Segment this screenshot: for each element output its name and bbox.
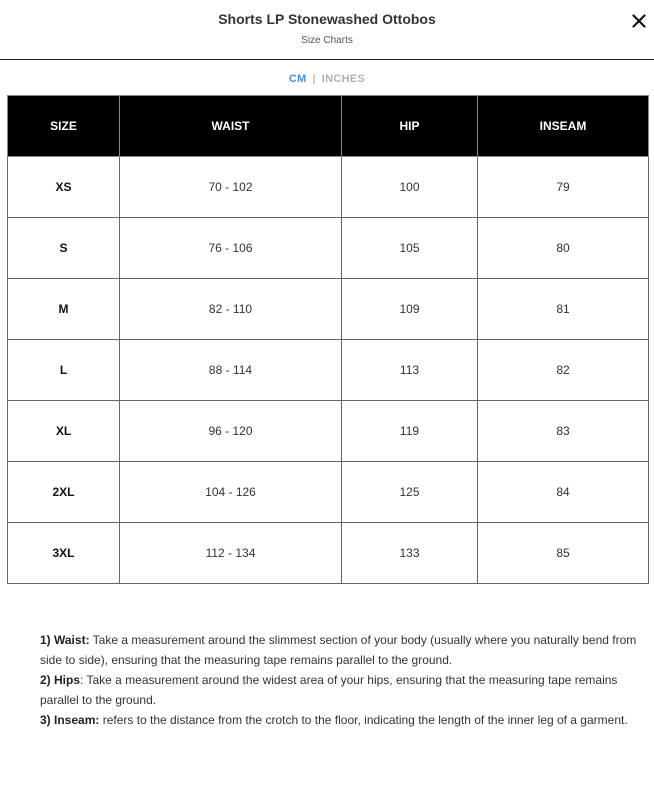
unit-cm-tab[interactable]: CM xyxy=(288,73,307,85)
note-term: 2) Hips xyxy=(40,673,81,687)
note-term: 3) Inseam: xyxy=(40,713,100,727)
note-text: : Take a measurement around the widest area of your hips, ensuring that the measuring tape remains parallel to the ground. xyxy=(40,673,618,707)
cell-inseam: 85 xyxy=(478,523,649,584)
page-subtitle: Size Charts xyxy=(301,35,353,46)
table-row xyxy=(8,218,649,279)
cell-size: 3XL xyxy=(8,523,120,584)
unit-inches-tab[interactable]: INCHES xyxy=(321,73,366,85)
cell-inseam: 79 xyxy=(478,157,649,218)
header-waist: WAIST xyxy=(120,96,342,157)
header-inseam: INSEAM xyxy=(478,96,649,157)
page-title: Shorts LP Stonewashed Ottobos xyxy=(218,11,436,27)
cell-inseam: 80 xyxy=(478,218,649,279)
measurement-notes xyxy=(40,630,645,730)
note-text: Take a measurement around the slimmest section of your body (usually where you naturally bend from side to side), ensuring that the measuring tape remains parallel to the ground. xyxy=(40,633,637,667)
cell-size: S xyxy=(8,218,120,279)
cell-waist: 76 - 106 xyxy=(120,218,342,279)
cell-waist: 96 - 120 xyxy=(120,401,342,462)
cell-waist: 70 - 102 xyxy=(120,157,342,218)
cell-size: XS xyxy=(8,157,120,218)
cell-hip: 105 xyxy=(342,218,478,279)
cell-waist: 88 - 114 xyxy=(120,340,342,401)
size-chart-table xyxy=(7,95,649,584)
table-header-row xyxy=(8,96,649,157)
note-waist xyxy=(40,630,645,670)
note-term: 1) Waist: xyxy=(40,633,90,647)
table-row xyxy=(8,279,649,340)
cell-hip: 119 xyxy=(342,401,478,462)
cell-inseam: 83 xyxy=(478,401,649,462)
note-inseam xyxy=(40,710,645,730)
table-row xyxy=(8,340,649,401)
unit-toggle xyxy=(0,73,654,85)
cell-inseam: 81 xyxy=(478,279,649,340)
cell-size: M xyxy=(8,279,120,340)
cell-waist: 112 - 134 xyxy=(120,523,342,584)
cell-hip: 100 xyxy=(342,157,478,218)
close-icon xyxy=(632,14,646,28)
cell-hip: 109 xyxy=(342,279,478,340)
modal-header xyxy=(0,0,654,60)
table-row xyxy=(8,401,649,462)
table-row xyxy=(8,462,649,523)
cell-waist: 82 - 110 xyxy=(120,279,342,340)
cell-size: XL xyxy=(8,401,120,462)
cell-hip: 133 xyxy=(342,523,478,584)
cell-size: 2XL xyxy=(8,462,120,523)
note-text: refers to the distance from the crotch to the floor, indicating the length of the inner leg of a garment. xyxy=(99,713,628,727)
header-hip: HIP xyxy=(342,96,478,157)
note-hips xyxy=(40,670,645,710)
close-button[interactable] xyxy=(625,8,653,34)
cell-hip: 113 xyxy=(342,340,478,401)
header-size: SIZE xyxy=(8,96,120,157)
table-row xyxy=(8,157,649,218)
cell-inseam: 82 xyxy=(478,340,649,401)
cell-waist: 104 - 126 xyxy=(120,462,342,523)
unit-separator: | xyxy=(312,73,316,85)
cell-hip: 125 xyxy=(342,462,478,523)
cell-size: L xyxy=(8,340,120,401)
cell-inseam: 84 xyxy=(478,462,649,523)
table-row xyxy=(8,523,649,584)
